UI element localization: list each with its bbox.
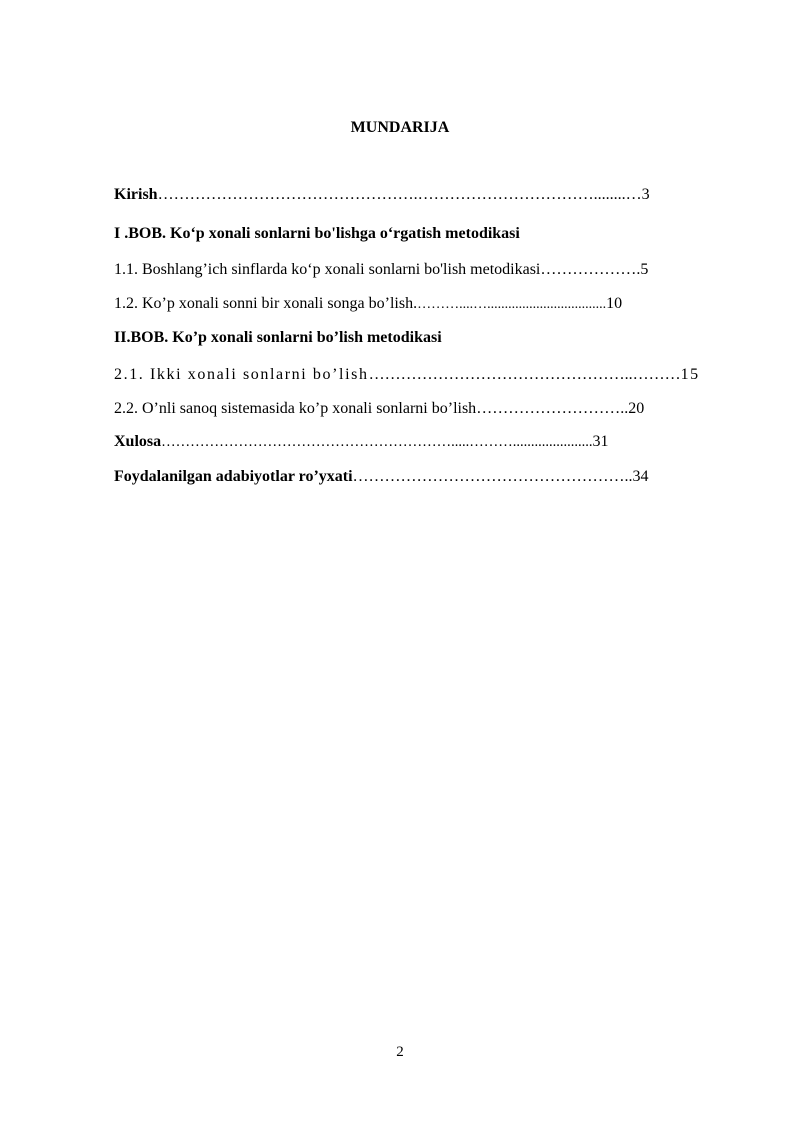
toc-entry-label: I .BOB. Ko‘p xonali sonlarni bo'lishga o‘rgatish metodikasi xyxy=(114,225,520,242)
toc-entry-label: Kirish xyxy=(114,186,158,203)
toc-entry-label: 2.1. Ikki xonali sonlarni bo’lish xyxy=(114,366,369,383)
toc-entry-label: Xulosa xyxy=(114,433,162,450)
toc-entry-page: 5 xyxy=(640,261,649,278)
toc-entry-label: 1.1. Boshlang’ich sinflarda ko‘p xonali sonlarni bo'lish metodikasi xyxy=(114,261,541,278)
page-number: 2 xyxy=(396,1044,404,1060)
toc-entry-page: 31 xyxy=(592,433,609,450)
toc-entry-2-1[interactable] xyxy=(114,366,700,384)
toc-chapter-1-heading[interactable] xyxy=(114,225,520,243)
toc-entry-leader: ………………………………………….……………………………........… xyxy=(157,186,642,203)
toc-entry-2-2[interactable] xyxy=(114,400,644,418)
toc-entry-label: II.BOB. Ko’p xonali sonlarni bo’lish metodikasi xyxy=(114,329,442,346)
toc-entry-page: 34 xyxy=(632,468,649,485)
toc-entry-leader: …………………………………………….. xyxy=(352,468,633,485)
toc-entry-1-1[interactable] xyxy=(114,261,648,279)
toc-entry-leader: ………………. xyxy=(540,261,641,278)
toc-entry-leader: …………………………………………..……… xyxy=(368,366,681,383)
document-title: MUNDARIJA xyxy=(350,119,450,136)
toc-entry-label: 2.2. O’nli sanoq sistemasida ko’p xonali sonlarni bo’lish xyxy=(114,400,477,417)
toc-entry-page: 15 xyxy=(680,366,700,383)
toc-entry-conclusion[interactable] xyxy=(114,433,609,451)
toc-entry-references[interactable] xyxy=(114,468,649,486)
toc-chapter-2-heading[interactable] xyxy=(114,329,442,347)
toc-entry-label: Foydalanilgan adabiyotlar ro’yxati xyxy=(114,468,353,485)
toc-entry-introduction[interactable] xyxy=(114,186,650,204)
toc-entry-page: 3 xyxy=(641,186,650,203)
toc-entry-leader: ……………………….. xyxy=(476,400,629,417)
toc-entry-label: 1.2. Ko’p xonali sonni bir xonali songa bo’lish. xyxy=(114,295,418,312)
toc-entry-1-2[interactable] xyxy=(114,295,622,313)
toc-entry-leader: ………....….................................. xyxy=(417,297,607,312)
toc-entry-page: 20 xyxy=(628,400,645,417)
toc-entry-leader: …………………………………………………….....………...................... xyxy=(161,434,593,450)
toc-entry-page: 10 xyxy=(606,295,623,312)
